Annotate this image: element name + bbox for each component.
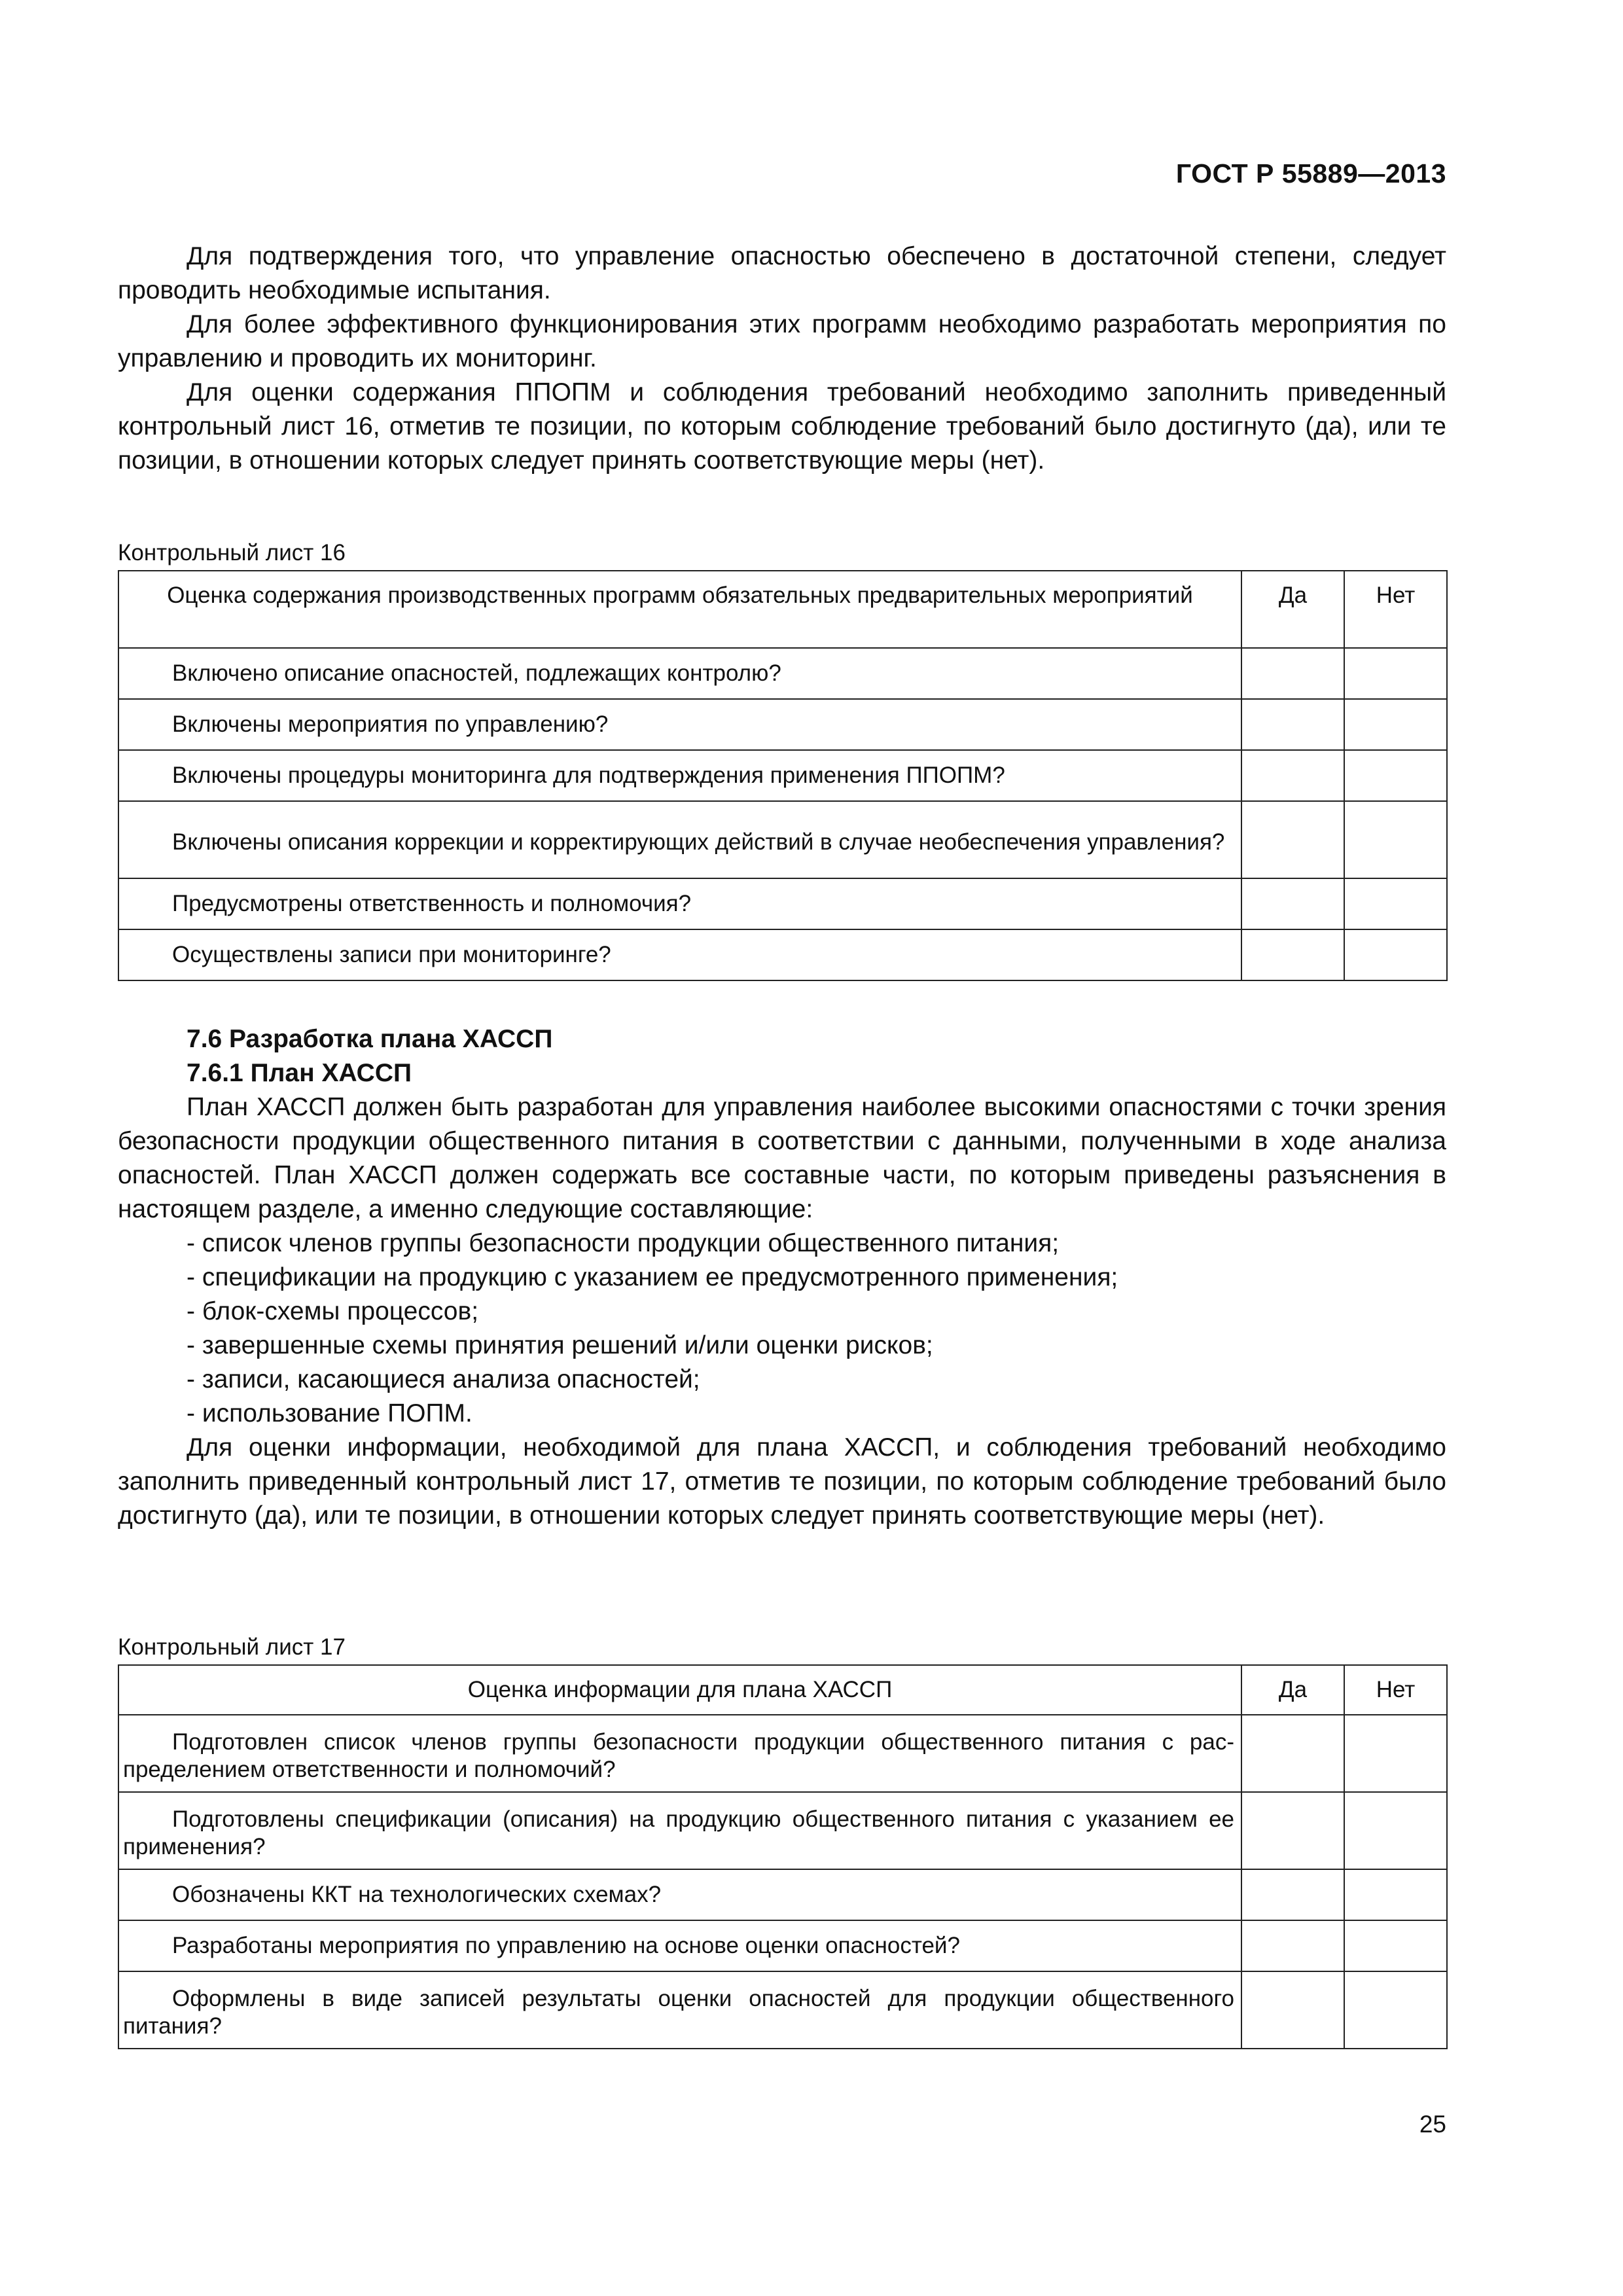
yes-column-header: Да — [1241, 1665, 1344, 1715]
no-answer-cell[interactable] — [1344, 1792, 1447, 1869]
no-column-header: Нет — [1344, 571, 1447, 648]
checklist-question: Разработаны мероприятия по управлению на основе оценки опасностей? — [118, 1920, 1241, 1971]
table-row — [118, 699, 1447, 750]
table-row — [118, 801, 1447, 878]
table-header-row — [118, 1665, 1447, 1715]
checklist-question: Подготовлен список членов группы безопасности продукции общественного питания с распределением ответственности и полномочий? — [118, 1715, 1241, 1792]
checklist-question: Подготовлены спецификации (описания) на продукцию общественного питания с указанием ее применения? — [118, 1792, 1241, 1869]
checklist-question: Предусмотрены ответственность и полномочия? — [118, 878, 1241, 929]
checklist-17-table — [118, 1664, 1448, 2049]
checklist-16 — [118, 539, 1448, 981]
table-row — [118, 1792, 1447, 1869]
list-item: - записи, касающиеся анализа опасностей; — [187, 1365, 700, 1393]
no-answer-cell[interactable] — [1344, 801, 1447, 878]
table-header-row — [118, 571, 1447, 648]
checklist-16-caption: Контрольный лист 16 — [118, 540, 346, 565]
table-row — [118, 648, 1447, 699]
intro-paragraph: Для подтверждения того, что управление опасностью обеспечено в достаточной степени, следует проводить необходимые испытания. — [118, 242, 1446, 304]
no-answer-cell[interactable] — [1344, 1971, 1447, 2049]
no-answer-cell[interactable] — [1344, 1920, 1447, 1971]
intro-paragraph: Для оценки содержания ППОПМ и соблюдения требований необходимо заполнить приведенный контрольный лист 16, отметив те позиции, по которым соблюдение требований было достигнуто (да), или те позиции, в отношении которых следует принять соответствующие меры (нет). — [118, 378, 1446, 475]
yes-answer-cell[interactable] — [1241, 929, 1344, 980]
table-row — [118, 1920, 1447, 1971]
checklist-17-caption: Контрольный лист 17 — [118, 1634, 346, 1660]
table-row — [118, 878, 1447, 929]
checklist-16-header: Оценка содержания производственных программ обязательных предварительных мероприятий — [118, 571, 1241, 648]
list-item: - спецификации на продукцию с указанием ее предусмотренного применения; — [187, 1263, 1118, 1291]
intro-text — [118, 240, 1446, 478]
yes-answer-cell[interactable] — [1241, 1920, 1344, 1971]
no-answer-cell[interactable] — [1344, 648, 1447, 699]
list-item: - завершенные схемы принятия решений и/или оценки рисков; — [187, 1331, 933, 1359]
section-paragraph: План ХАССП должен быть разработан для управления наиболее высокими опасностями с точки зрения безопасности продукции общественного питания в соответствии с данными, полученными в ходе анализа опасностей. План ХАССП должен содержать все составные части, по которым приведены разъяснения в настоящем разделе, а именно следующие составляющие: — [118, 1093, 1446, 1223]
yes-answer-cell[interactable] — [1241, 1715, 1344, 1792]
components-list — [118, 1227, 1446, 1431]
checklist-question: Включено описание опасностей, подлежащих контролю? — [118, 648, 1241, 699]
no-answer-cell[interactable] — [1344, 878, 1447, 929]
document-code-header: ГОСТ Р 55889—2013 — [1175, 158, 1446, 188]
list-item: - использование ПОПМ. — [187, 1399, 473, 1427]
page-number: 25 — [1419, 2111, 1446, 2138]
yes-answer-cell[interactable] — [1241, 878, 1344, 929]
subsection-heading: 7.6.1 План ХАССП — [187, 1059, 412, 1087]
yes-answer-cell[interactable] — [1241, 801, 1344, 878]
intro-paragraph: Для более эффективного функционирования этих программ необходимо разработать мероприятия по управлению и проводить их мониторинг. — [118, 310, 1446, 372]
no-answer-cell[interactable] — [1344, 929, 1447, 980]
checklist-question: Включены описания коррекции и корректирующих действий в случае необеспечения управления? — [118, 801, 1241, 878]
checklist-question: Осуществлены записи при мониторинге? — [118, 929, 1241, 980]
no-answer-cell[interactable] — [1344, 699, 1447, 750]
section-7-6 — [118, 1022, 1446, 1533]
checklist-17-header: Оценка информации для плана ХАССП — [118, 1665, 1241, 1715]
checklist-17 — [118, 1633, 1448, 2049]
section-heading: 7.6 Разработка плана ХАССП — [187, 1025, 553, 1053]
checklist-question: Включены процедуры мониторинга для подтверждения применения ППОПМ? — [118, 750, 1241, 801]
yes-answer-cell[interactable] — [1241, 1792, 1344, 1869]
section-paragraph: Для оценки информации, необходимой для плана ХАССП, и соблюдения требований необходимо заполнить приведенный контрольный лист 17, отметив те позиции, по которым соблюдение требований было достигнуто (да), или те позиции, в отношении которых следует принять соответствующие меры (нет). — [118, 1433, 1446, 1530]
no-answer-cell[interactable] — [1344, 1869, 1447, 1920]
checklist-question: Обозначены ККТ на технологических схемах? — [118, 1869, 1241, 1920]
list-item: - блок-схемы процессов; — [187, 1297, 479, 1325]
list-item: - список членов группы безопасности продукции общественного питания; — [187, 1229, 1060, 1257]
no-column-header: Нет — [1344, 1665, 1447, 1715]
table-row — [118, 1971, 1447, 2049]
yes-answer-cell[interactable] — [1241, 750, 1344, 801]
checklist-16-table — [118, 570, 1448, 981]
no-answer-cell[interactable] — [1344, 750, 1447, 801]
checklist-question: Оформлены в виде записей результаты оценки опасностей для продукции общественного питания? — [118, 1971, 1241, 2049]
yes-answer-cell[interactable] — [1241, 699, 1344, 750]
yes-answer-cell[interactable] — [1241, 1869, 1344, 1920]
table-row — [118, 1869, 1447, 1920]
checklist-question: Включены мероприятия по управлению? — [118, 699, 1241, 750]
no-answer-cell[interactable] — [1344, 1715, 1447, 1792]
table-row — [118, 750, 1447, 801]
yes-answer-cell[interactable] — [1241, 1971, 1344, 2049]
table-row — [118, 929, 1447, 980]
table-row — [118, 1715, 1447, 1792]
yes-answer-cell[interactable] — [1241, 648, 1344, 699]
yes-column-header: Да — [1241, 571, 1344, 648]
